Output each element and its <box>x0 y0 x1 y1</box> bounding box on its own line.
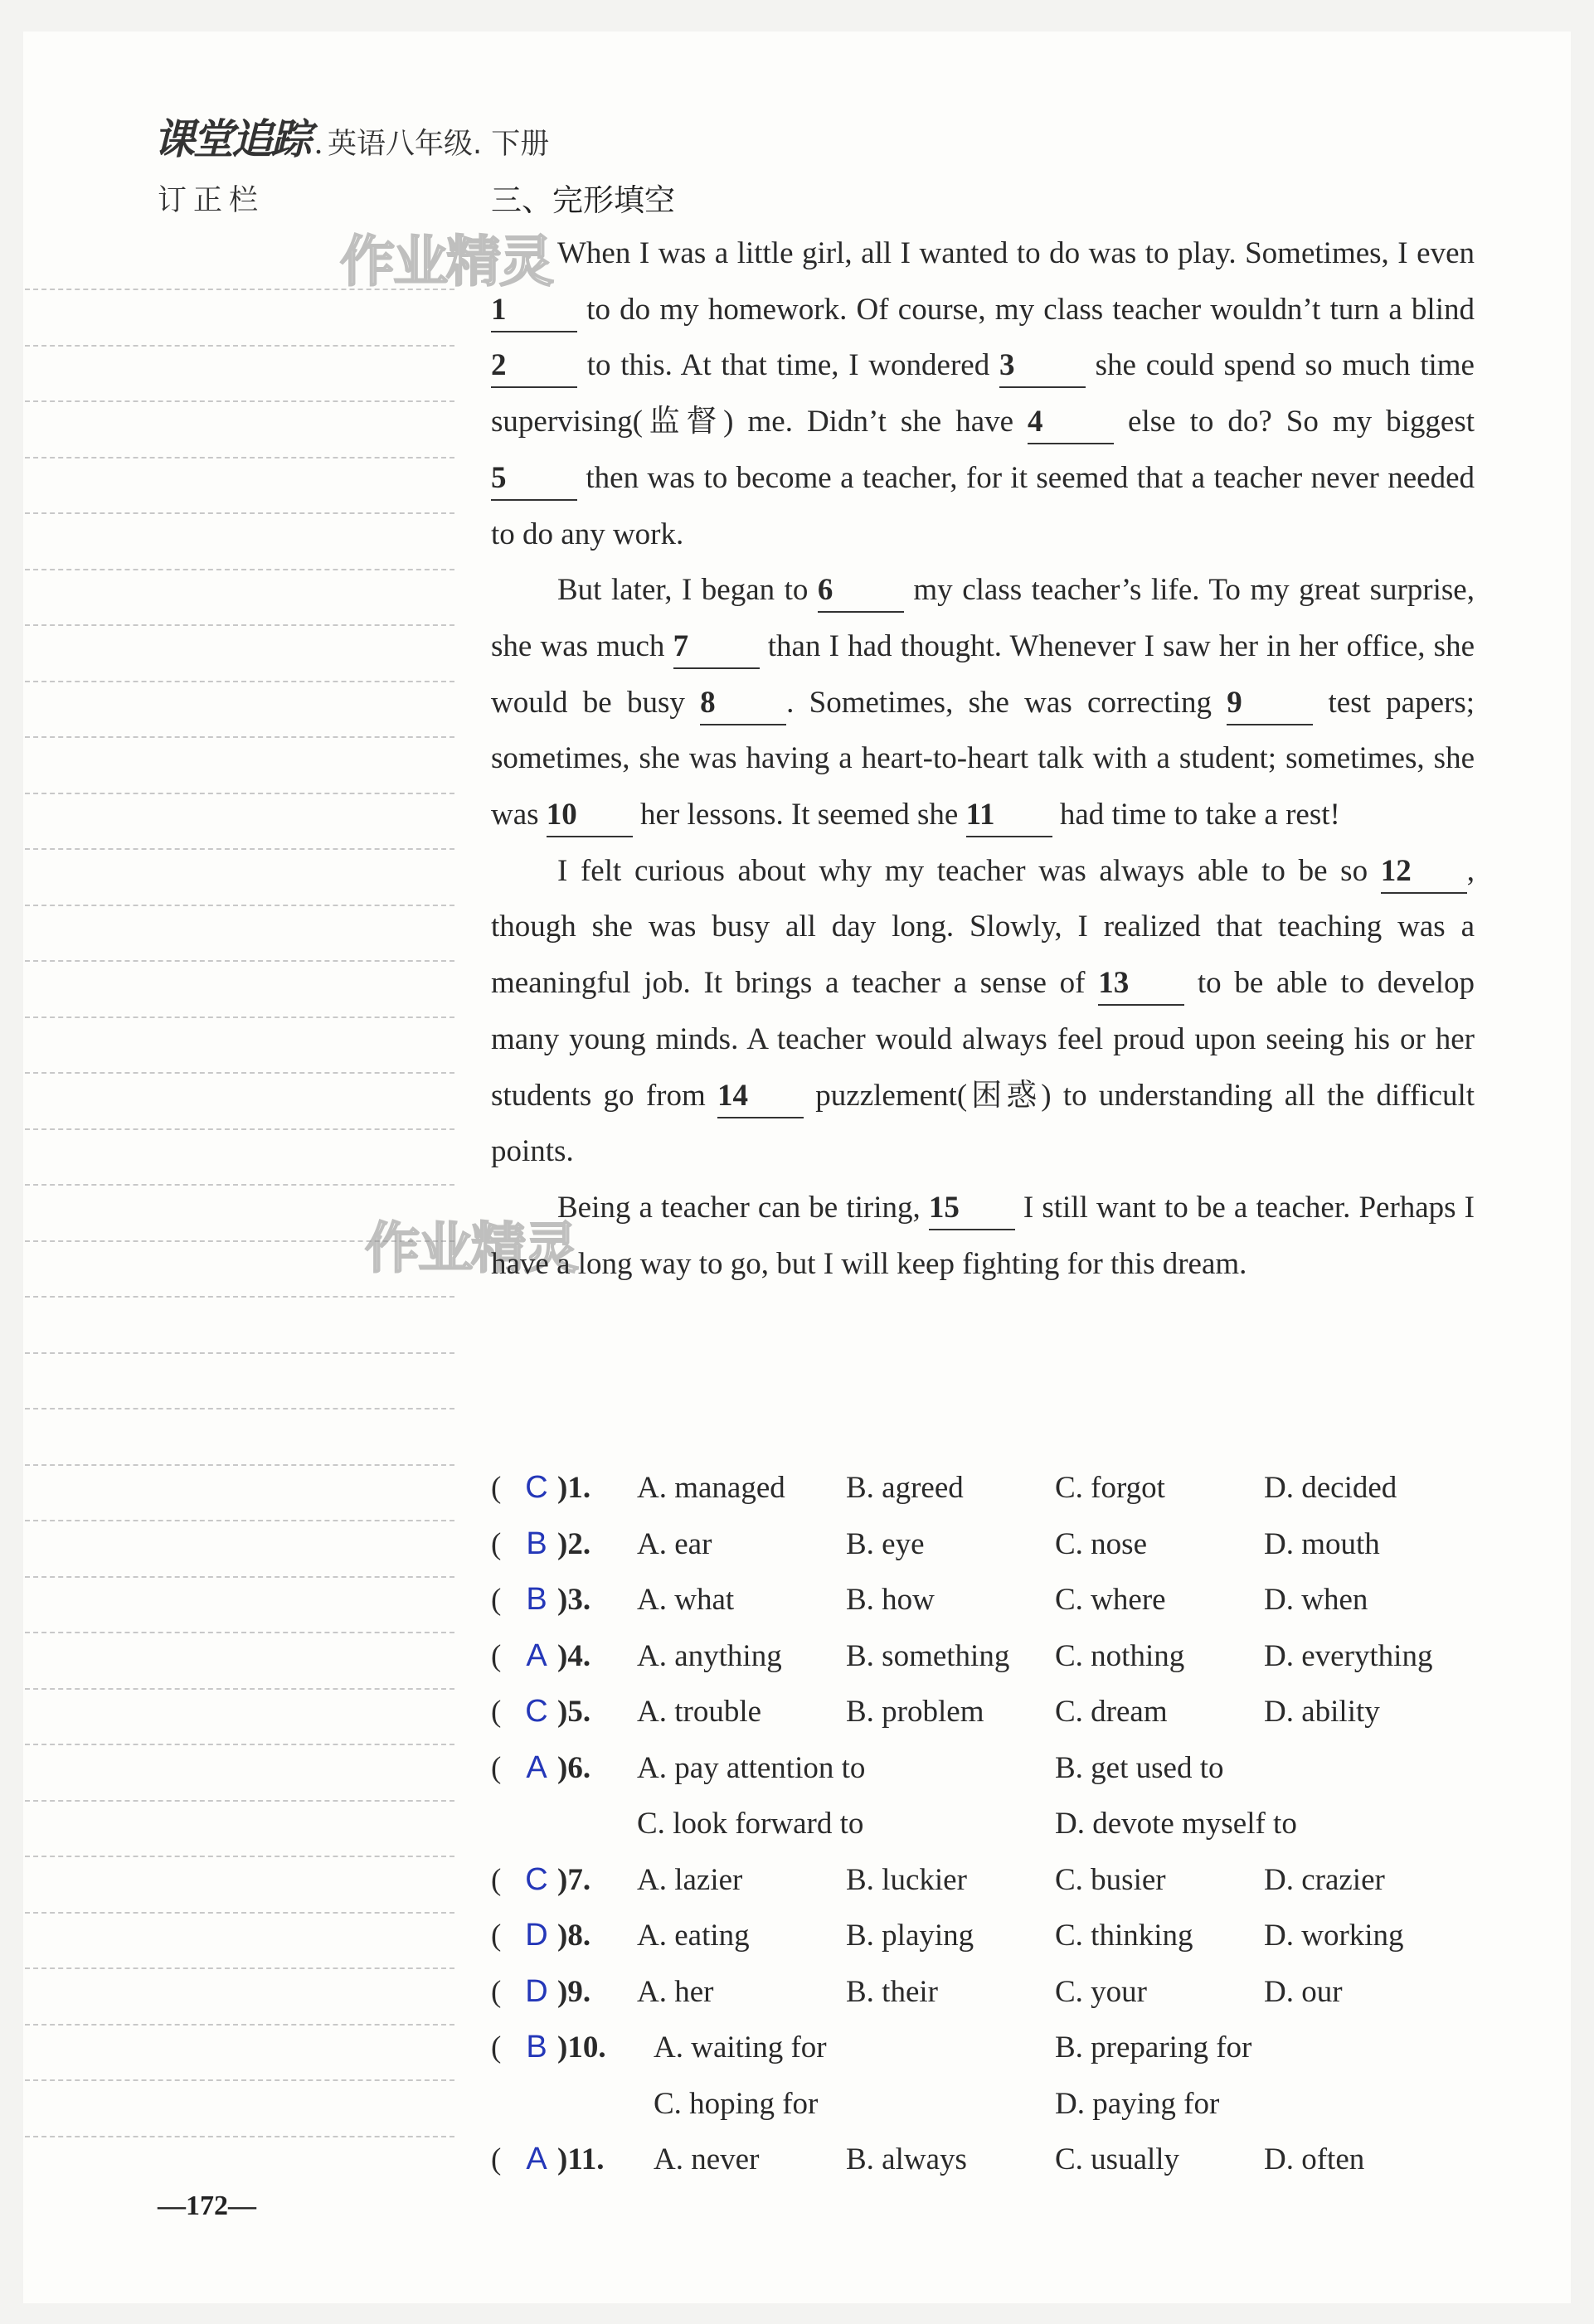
option-c[interactable]: C. hoping for <box>654 2086 819 2121</box>
question-row <box>491 1460 1486 1516</box>
correction-line <box>25 681 454 682</box>
passage-text: than I had thought. Whenever I saw her in her office, she would be busy <box>491 628 1475 720</box>
question-number: )3. <box>557 1583 591 1617</box>
answer-paren-open: ( <box>491 1471 502 1505</box>
passage-text: to be able to develop many young minds. A teacher would always feel proud upon seeing his or her students go from <box>491 966 1475 1113</box>
option-d[interactable]: D. working <box>1264 1919 1404 1953</box>
option-b[interactable]: B. playing <box>846 1919 974 1953</box>
question-number: )7. <box>557 1862 591 1897</box>
cloze-blank[interactable]: 14 <box>717 1075 804 1118</box>
question-row <box>491 1628 1486 1685</box>
cloze-blank[interactable]: 13 <box>1098 963 1184 1006</box>
header-separator: . <box>314 124 323 161</box>
passage-text: her lessons. It seemed she <box>632 798 966 832</box>
watermark-top: 作业精灵 <box>340 230 552 294</box>
answer-letter[interactable]: B <box>526 2030 547 2064</box>
question-number-text: 7. <box>567 1862 591 1897</box>
correction-line <box>25 1576 454 1578</box>
correction-line <box>25 457 454 458</box>
option-a[interactable]: A. anything <box>637 1638 782 1673</box>
question-number: )1. <box>557 1471 591 1505</box>
correction-line <box>25 624 454 626</box>
correction-line <box>25 1912 454 1914</box>
answer-letter[interactable]: A <box>526 2142 547 2176</box>
answer-paren-open: ( <box>491 2142 502 2176</box>
option-c[interactable]: C. nose <box>1055 1526 1147 1561</box>
option-a[interactable]: A. lazier <box>637 1862 743 1897</box>
answer-letter[interactable]: A <box>526 1749 547 1785</box>
option-b[interactable]: B. get used to <box>1055 1750 1224 1785</box>
option-d[interactable]: D. often <box>1264 2142 1365 2176</box>
question-row <box>491 1572 1486 1628</box>
passage-text: But later, I began to <box>557 573 818 608</box>
option-a[interactable]: A. managed <box>637 1471 785 1505</box>
answer-letter[interactable]: B <box>526 1582 547 1617</box>
correction-line <box>25 1744 454 1745</box>
question-number: )11. <box>557 2142 605 2176</box>
question-row <box>491 1740 1486 1797</box>
question-number: )2. <box>557 1526 591 1561</box>
question-number: )8. <box>557 1919 591 1953</box>
answer-paren-open: ( <box>491 2030 502 2064</box>
question-number: )10. <box>557 2030 606 2064</box>
option-c[interactable]: C. busier <box>1055 1862 1166 1897</box>
correction-line <box>25 1632 454 1633</box>
passage-text: . Sometimes, she was correcting <box>786 685 1227 720</box>
answer-paren-open: ( <box>491 1583 502 1617</box>
answer-paren-open: ( <box>491 1638 502 1673</box>
passage-paragraph <box>491 1180 1475 1292</box>
option-b[interactable]: B. how <box>846 1583 935 1617</box>
question-number-text: 11. <box>567 2142 605 2176</box>
question-row <box>491 1852 1486 1909</box>
option-d[interactable]: D. paying for <box>1055 2086 1220 2121</box>
answer-options <box>491 1460 1486 2188</box>
option-a[interactable]: A. never <box>654 2142 760 2176</box>
question-row <box>491 1516 1486 1573</box>
answer-paren-open: ( <box>491 1919 502 1953</box>
passage-text: , though she was busy all day long. Slowly, I realized that teaching was a meaningful job. It brings a teacher a sense of <box>491 853 1475 1001</box>
cloze-blank[interactable]: 8 <box>700 682 786 725</box>
question-number-text: 10. <box>567 2030 606 2064</box>
cloze-blank[interactable]: 3 <box>999 345 1086 388</box>
correction-line <box>25 1072 454 1074</box>
passage-text: When I was a little girl, all I wanted to do was to play. Sometimes, I even <box>557 236 1475 270</box>
answer-letter[interactable]: C <box>525 1694 548 1729</box>
option-c[interactable]: C. dream <box>1055 1695 1168 1729</box>
correction-column-label: 订正栏 <box>158 184 265 217</box>
correction-line <box>25 1184 454 1186</box>
cloze-blank[interactable]: 4 <box>1028 401 1114 444</box>
option-d[interactable]: D. when <box>1264 1583 1368 1617</box>
correction-line <box>25 1408 454 1409</box>
cloze-blank[interactable]: 15 <box>929 1187 1015 1230</box>
cloze-blank[interactable]: 11 <box>966 794 1052 837</box>
cloze-blank[interactable]: 1 <box>491 289 577 332</box>
option-c[interactable]: C. where <box>1055 1583 1166 1617</box>
question-number: )5. <box>557 1695 591 1729</box>
page-number: —172— <box>158 2191 256 2221</box>
cloze-passage <box>491 226 1475 1292</box>
page-header <box>153 106 549 164</box>
option-d[interactable]: D. our <box>1264 1974 1343 2009</box>
correction-line <box>25 848 454 850</box>
answer-paren-open: ( <box>491 1974 502 2009</box>
question-row <box>491 1684 1486 1740</box>
correction-line <box>25 2079 454 2081</box>
question-number-text: 2. <box>567 1526 591 1561</box>
option-b[interactable]: B. luckier <box>846 1862 967 1897</box>
option-b[interactable]: B. eye <box>846 1526 925 1561</box>
passage-text: test papers; sometimes, she was having a heart-to-heart talk with a student; sometimes, she was <box>491 685 1475 832</box>
watermark-middle: 作业精灵 <box>365 1216 577 1280</box>
question-row <box>491 1908 1486 1964</box>
option-a[interactable]: A. what <box>637 1583 735 1617</box>
answer-paren-open: ( <box>491 1695 502 1729</box>
option-b[interactable]: B. always <box>846 2142 967 2176</box>
section-title: 三、完形填空 <box>491 182 675 218</box>
correction-line <box>25 1296 454 1298</box>
passage-text: puzzlement(困惑) to understanding all the difficult points. <box>491 1078 1475 1169</box>
answer-letter[interactable]: D <box>525 1973 548 2009</box>
question-number: )6. <box>557 1750 591 1785</box>
answer-letter[interactable]: D <box>525 1918 548 1953</box>
passage-text: to do my homework. Of course, my class teacher wouldn’t turn a blind <box>577 292 1475 327</box>
passage-text: else to do? So my biggest <box>1114 405 1475 439</box>
cloze-blank[interactable]: 2 <box>491 345 577 388</box>
question-number-text: 1. <box>567 1471 591 1505</box>
option-d[interactable]: D. decided <box>1264 1471 1397 1505</box>
correction-line <box>25 1352 454 1354</box>
question-number-text: 6. <box>567 1750 591 1785</box>
option-c[interactable]: C. usually <box>1055 2142 1180 2176</box>
correction-line <box>25 1464 454 1466</box>
option-d[interactable]: D. ability <box>1264 1695 1380 1729</box>
correction-line <box>25 1128 454 1130</box>
question-row <box>491 1964 1486 2021</box>
passage-text: I felt curious about why my teacher was always able to be so <box>557 853 1381 888</box>
correction-line <box>25 793 454 794</box>
passage-paragraph <box>491 562 1475 843</box>
question-number: )4. <box>557 1638 591 1673</box>
correction-line <box>25 400 454 402</box>
option-d[interactable]: D. everything <box>1264 1638 1433 1673</box>
answer-letter[interactable]: B <box>526 1526 547 1561</box>
option-d[interactable]: D. crazier <box>1264 1862 1385 1897</box>
option-b[interactable]: B. preparing for <box>1055 2030 1252 2064</box>
cloze-blank[interactable]: 7 <box>673 626 760 669</box>
question-number-text: 3. <box>567 1583 591 1617</box>
question-number-text: 5. <box>567 1695 591 1729</box>
option-a[interactable]: A. trouble <box>637 1695 762 1729</box>
option-b[interactable]: B. problem <box>846 1695 984 1729</box>
correction-line <box>25 1688 454 1690</box>
option-b[interactable]: B. something <box>846 1638 1010 1673</box>
question-row-continued <box>491 2076 1486 2132</box>
passage-text: had time to take a rest! <box>1052 798 1340 832</box>
cloze-blank[interactable]: 12 <box>1381 851 1467 894</box>
cloze-blank[interactable]: 5 <box>491 458 577 501</box>
option-a[interactable]: A. her <box>637 1974 714 2009</box>
correction-line <box>25 2024 454 2026</box>
option-c[interactable]: C. thinking <box>1055 1919 1193 1953</box>
question-number-text: 8. <box>567 1919 591 1953</box>
correction-line <box>25 512 454 514</box>
correction-line <box>25 1520 454 1521</box>
question-row-continued <box>491 1796 1486 1852</box>
option-c[interactable]: C. forgot <box>1055 1471 1165 1505</box>
question-row <box>491 2132 1486 2188</box>
passage-text: I still want to be a teacher. Perhaps I have a long way to go, but I will keep fighting for this dream. <box>491 1190 1475 1281</box>
option-b[interactable]: B. their <box>846 1974 938 2009</box>
correction-line <box>25 960 454 962</box>
answer-paren-open: ( <box>491 1526 502 1561</box>
passage-text: Being a teacher can be tiring, <box>557 1190 929 1225</box>
correction-line <box>25 905 454 906</box>
passage-paragraph <box>491 843 1475 1180</box>
passage-text: she could spend so much time supervising(监督) me. Didn’t she have <box>491 348 1475 439</box>
option-c[interactable]: C. nothing <box>1055 1638 1185 1673</box>
correction-line <box>25 736 454 738</box>
passage-paragraph <box>491 226 1475 562</box>
answer-letter[interactable]: C <box>525 1861 548 1897</box>
correction-line <box>25 1856 454 1857</box>
option-a[interactable]: A. waiting for <box>654 2030 827 2064</box>
brand-logo: 课堂追踪 <box>153 115 309 163</box>
option-d[interactable]: D. mouth <box>1264 1526 1380 1561</box>
question-row <box>491 2020 1486 2076</box>
passage-text: my class teacher’s life. To my great surprise, she was much <box>491 573 1475 663</box>
option-d[interactable]: D. devote myself to <box>1055 1807 1297 1841</box>
correction-line <box>25 1016 454 1018</box>
option-c[interactable]: C. your <box>1055 1974 1147 2009</box>
book-subtitle: 英语八年级. 下册 <box>328 128 550 161</box>
correction-line <box>25 1800 454 1802</box>
option-a[interactable]: A. eating <box>637 1919 750 1953</box>
option-a[interactable]: A. ear <box>637 1526 712 1561</box>
answer-paren-open: ( <box>491 1750 502 1785</box>
correction-line <box>25 2136 454 2137</box>
answer-paren-open: ( <box>491 1862 502 1897</box>
cloze-blank[interactable]: 9 <box>1227 682 1313 725</box>
option-b[interactable]: B. agreed <box>846 1471 964 1505</box>
answer-letter[interactable]: C <box>525 1470 548 1505</box>
cloze-blank[interactable]: 6 <box>818 570 904 613</box>
cloze-blank[interactable]: 10 <box>547 794 633 837</box>
correction-line <box>25 569 454 570</box>
answer-letter[interactable]: A <box>526 1637 547 1673</box>
option-c[interactable]: C. look forward to <box>637 1807 864 1841</box>
question-number-text: 4. <box>567 1638 591 1673</box>
question-number: )9. <box>557 1974 591 2009</box>
correction-line <box>25 1967 454 1969</box>
passage-text: to this. At that time, I wondered <box>577 348 999 383</box>
correction-line <box>25 345 454 347</box>
question-number-text: 9. <box>567 1974 591 2009</box>
option-a[interactable]: A. pay attention to <box>637 1750 866 1785</box>
cloze-section <box>491 176 1475 1292</box>
passage-text: then was to become a teacher, for it seemed that a teacher never needed to do any work. <box>491 460 1475 551</box>
